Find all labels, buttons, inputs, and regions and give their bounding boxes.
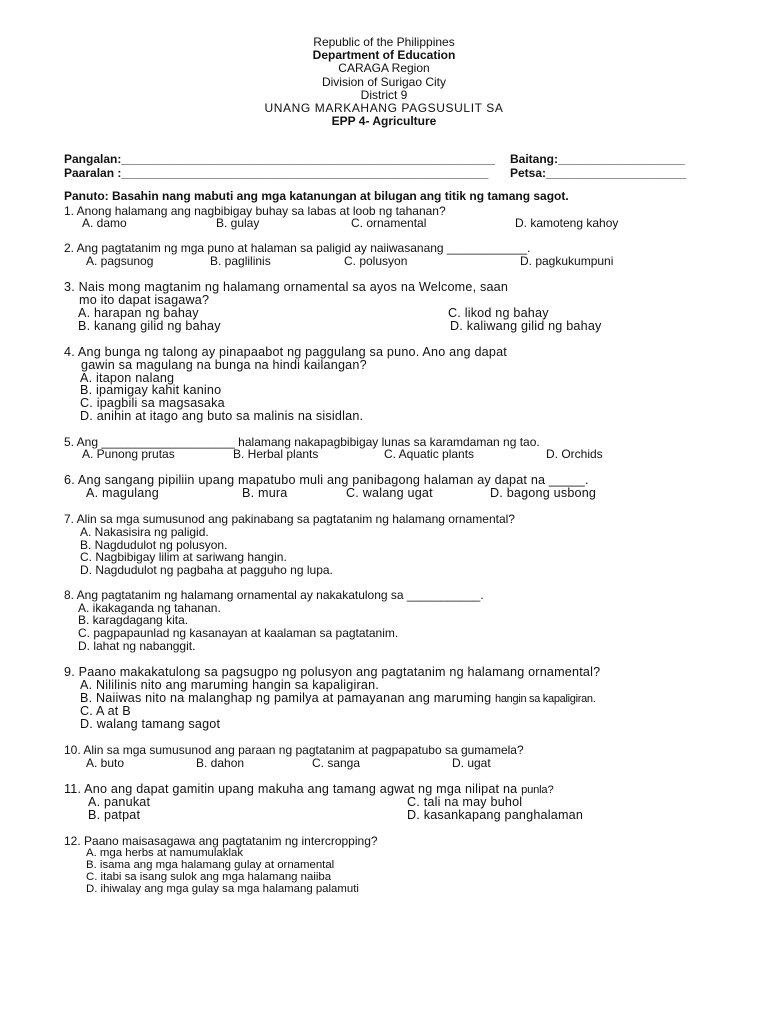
school-label: Paaralan : [64, 166, 122, 180]
question-11-choices-row-2 [0, 809, 768, 823]
choice-9b-text: B. Naiiwas nito na malanghap ng pamilya at pamayanan ang maruming [80, 691, 492, 705]
school-field [64, 167, 488, 180]
question-6: 6. Ang sangang pipiliin upang mapatubo muli ang panibagong halaman ay dapat na _____. [64, 473, 589, 487]
name-blank[interactable]: ________________________________________________________ [121, 152, 496, 166]
grade-label: Baitang: [510, 152, 558, 166]
choice-5b[interactable]: B. Herbal plants [233, 447, 319, 461]
question-3: 3. Nais mong magtanim ng halamang ornamental sa ayos na Welcome, saan [64, 280, 509, 294]
choice-4d[interactable]: D. anihin at itago ang buto sa malinis na sisidlan. [80, 409, 364, 423]
choice-3c[interactable]: C. likod ng bahay [448, 306, 549, 320]
choice-3d[interactable]: D. kaliwang gilid ng bahay [450, 319, 602, 333]
choice-5d[interactable]: D. Orchids [546, 447, 603, 461]
question-5-choices [0, 448, 768, 462]
subject-title: EPP 4- Agriculture [331, 114, 437, 129]
choice-8b[interactable]: B. karagdagang kita. [78, 613, 189, 627]
choice-7a[interactable]: A. Nakasisira ng paligid. [80, 525, 209, 539]
question-1: 1. Anong halamang ang nagbibigay buhay sa labas at loob ng tahanan? [64, 204, 446, 218]
choice-12d[interactable]: D. ihiwalay ang mga gulay sa mga halamang palamuti [86, 883, 359, 895]
instructions: Panuto: Basahin nang mabuti ang mga katanungan at bilugan ang titik ng tamang sagot. [64, 189, 569, 203]
question-7: 7. Alin sa mga sumusunod ang pakinabang sa pagtatanim ng halamang ornamental? [64, 512, 515, 526]
name-field [64, 153, 495, 166]
question-1-choices [0, 217, 768, 231]
choice-10d[interactable]: D. ugat [452, 756, 491, 770]
question-12: 12. Paano maisasagawa ang pagtatanim ng intercropping? [64, 834, 378, 848]
choice-6c[interactable]: C. walang ugat [346, 486, 433, 500]
choice-9b[interactable] [80, 692, 595, 706]
question-6-choices [0, 487, 768, 501]
choice-7d[interactable]: D. Nagdudulot ng pagbaha at pagguho ng lupa. [80, 563, 333, 577]
republic-line: Republic of the Philippines [313, 35, 455, 49]
document-header [0, 36, 768, 128]
choice-12b[interactable]: B. isama ang mga halamang gulay at ornamental [86, 859, 335, 871]
question-5: 5. Ang ____________________ halamang nakapagbibigay lunas sa karamdaman ng tao. [64, 435, 540, 449]
choice-8d[interactable]: D. lahat ng nabanggit. [78, 639, 196, 653]
choice-2a[interactable]: A. pagsunog [86, 254, 154, 268]
choice-7c[interactable]: C. Nagbibigay lilim at sariwang hangin. [80, 550, 287, 564]
question-3-line-2: mo ito dapat isagawa? [79, 293, 210, 307]
school-blank[interactable]: _______________________________________________________ [121, 166, 489, 180]
choice-9b-text-end: hangin sa kapaligiran. [495, 693, 596, 705]
name-label: Pangalan: [64, 152, 122, 166]
choice-1a[interactable]: A. damo [82, 216, 127, 230]
choice-6a[interactable]: A. magulang [86, 486, 159, 500]
choice-8c[interactable]: C. pagpapaunlad ng kasanayan at kaalaman sa pagtatanim. [78, 626, 399, 640]
choice-9a[interactable]: A. Nililinis nito ang maruming hangin sa kapaligiran. [80, 678, 380, 692]
district-line: District 9 [360, 87, 408, 102]
choice-11b[interactable]: B. patpat [88, 808, 141, 822]
question-11-text-end: punla? [521, 784, 554, 796]
choice-1b[interactable]: B. gulay [216, 216, 260, 230]
question-4-line-2: gawin sa magulang na bunga na hindi kailangan? [81, 358, 367, 372]
date-blank[interactable]: _____________________ [546, 166, 687, 180]
question-2: 2. Ang pagtatanim ng mga puno at halaman sa paligid ay naiiwasanang ____________. [64, 241, 531, 255]
choice-10c[interactable]: C. sanga [312, 756, 361, 770]
choice-5c[interactable]: C. Aquatic plants [384, 447, 475, 461]
choice-8a[interactable]: A. ikakaganda ng tahanan. [78, 601, 221, 615]
region-line: CARAGA Region [338, 61, 430, 76]
question-2-choices [0, 255, 768, 269]
choice-3a[interactable]: A. harapan ng bahay [78, 306, 199, 320]
grade-field [510, 153, 685, 166]
choice-7b[interactable]: B. Nagdudulot ng polusyon. [80, 538, 228, 552]
choice-10b[interactable]: B. dahon [196, 756, 245, 770]
grade-blank[interactable]: ___________________ [558, 152, 685, 166]
choice-12a[interactable]: A. mga herbs at namumulaklak [86, 847, 244, 859]
choice-6d[interactable]: D. bagong usbong [490, 486, 597, 500]
choice-11d[interactable]: D. kasankapang panghalaman [407, 808, 584, 822]
question-3-choices-row-2 [0, 320, 768, 334]
choice-11c[interactable]: C. tali na may buhol [407, 795, 523, 809]
department-line: Department of Education [312, 48, 456, 63]
exam-title: UNANG MARKAHANG PAGSUSULIT SA [264, 101, 504, 116]
choice-1c[interactable]: C. ornamental [351, 216, 427, 230]
choice-12c[interactable]: C. itabi sa isang sulok ang mga halamang naiiba [86, 871, 332, 883]
choice-2c[interactable]: C. polusyon [344, 254, 408, 268]
choice-6b[interactable]: B. mura [242, 486, 288, 500]
division-line: Division of Surigao City [321, 74, 447, 89]
date-field [510, 167, 686, 180]
choice-4b[interactable]: B. ipamigay kahit kanino [80, 383, 222, 397]
choice-9c[interactable]: C. A at B [80, 704, 131, 718]
question-4: 4. Ang bunga ng talong ay pinapaabot ng paggulang sa puno. Ano ang dapat [64, 345, 507, 359]
choice-4a[interactable]: A. itapon nalang [80, 371, 175, 385]
choice-11a[interactable]: A. panukat [88, 795, 151, 809]
choice-2b[interactable]: B. paglilinis [210, 254, 271, 268]
choice-5a[interactable]: A. Punong prutas [82, 447, 175, 461]
choice-2d[interactable]: D. pagkukumpuni [520, 254, 614, 268]
choice-9d[interactable]: D. walang tamang sagot [80, 717, 221, 731]
choice-1d[interactable]: D. kamoteng kahoy [515, 216, 619, 230]
question-10: 10. Alin sa mga sumusunod ang paraan ng pagtatanim at pagpapatubo sa gumamela? [64, 743, 524, 757]
question-10-choices [0, 757, 768, 771]
choice-10a[interactable]: A. buto [86, 756, 125, 770]
date-label: Petsa: [510, 166, 547, 180]
question-8: 8. Ang pagtatanim ng halamang ornamental ay nakakatulong sa ___________. [64, 588, 484, 602]
choice-3b[interactable]: B. kanang gilid ng bahay [78, 319, 221, 333]
choice-4c[interactable]: C. ipagbili sa magsasaka [80, 396, 225, 410]
question-9: 9. Paano makakatulong sa pagsugpo ng polusyon ang pagtatanim ng halamang ornamental? [64, 665, 601, 679]
question-11-text: 11. Ano ang dapat gamitin upang makuha ang tamang agwat ng mga nilipat na [64, 782, 518, 796]
